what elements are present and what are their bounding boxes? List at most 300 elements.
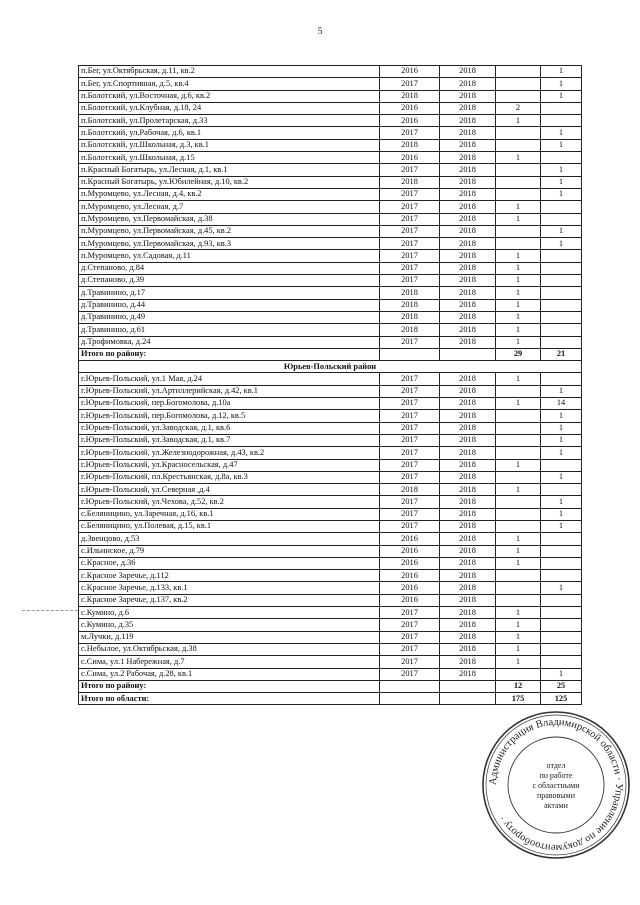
table-row [79, 90, 582, 102]
table-row [79, 188, 582, 200]
address-cell: д.Степаново, д.39 [79, 275, 380, 287]
address-cell: с.Красное Заречье, д.112 [79, 570, 380, 582]
year1-cell: 2017 [380, 336, 440, 348]
year1-cell: 2016 [380, 533, 440, 545]
year2-cell: 2018 [440, 520, 496, 532]
year2-cell: 2018 [440, 78, 496, 90]
count2-cell: 1 [541, 422, 582, 434]
year2-cell: 2018 [440, 201, 496, 213]
year1-cell: 2017 [380, 250, 440, 262]
count2-cell [541, 557, 582, 569]
count2-cell: 1 [541, 410, 582, 422]
table-row [79, 496, 582, 508]
year2-cell: 2018 [440, 533, 496, 545]
year1-cell: 2017 [380, 238, 440, 250]
table-row [79, 471, 582, 483]
year2-cell: 2018 [440, 250, 496, 262]
district-total-row [79, 348, 582, 360]
count1-cell: 1 [496, 213, 541, 225]
address-cell: д.Травинино, д.61 [79, 324, 380, 336]
address-cell: п.Болотский, ул.Школьная, д.3, кв.1 [79, 139, 380, 151]
count1-cell: 1 [496, 484, 541, 496]
count1-cell [496, 594, 541, 606]
count2-cell [541, 275, 582, 287]
total-label: Итого по району: [79, 680, 380, 692]
table-row [79, 373, 582, 385]
year2-cell: 2018 [440, 484, 496, 496]
count2-cell [541, 545, 582, 557]
table-row [79, 459, 582, 471]
table-row [79, 287, 582, 299]
year2-cell: 2018 [440, 127, 496, 139]
address-cell: д.Трофимовка, д.24 [79, 336, 380, 348]
address-cell: п.Красный Богатырь, ул.Лесная, д.1, кв.1 [79, 164, 380, 176]
table-row [79, 619, 582, 631]
count1-cell: 1 [496, 275, 541, 287]
year2-cell: 2018 [440, 447, 496, 459]
count2-cell: 1 [541, 508, 582, 520]
count1-cell [496, 520, 541, 532]
count2-cell: 1 [541, 471, 582, 483]
table-row [79, 520, 582, 532]
year2-cell: 2018 [440, 275, 496, 287]
count1-cell: 1 [496, 115, 541, 127]
table-row [79, 324, 582, 336]
count2-cell [541, 250, 582, 262]
year2-cell: 2018 [440, 287, 496, 299]
table-row [79, 656, 582, 668]
stamp-center-line: с областными [532, 781, 580, 790]
count1-cell: 1 [496, 631, 541, 643]
address-cell: г.Юрьев-Польский, пер.Богомолова, д.10а [79, 398, 380, 410]
scan-artifact-line [22, 610, 78, 611]
address-cell: с.Красное Заречье, д.137, кв.2 [79, 594, 380, 606]
table-row [79, 152, 582, 164]
address-cell: п.Болотский, ул.Клубная, д.18, 24 [79, 102, 380, 114]
table-row [79, 385, 582, 397]
count2-cell: 1 [541, 127, 582, 139]
address-cell: г.Юрьев-Польский, ул.Заводская, д.1, кв.7 [79, 434, 380, 446]
year1-cell: 2016 [380, 152, 440, 164]
count1-cell: 1 [496, 557, 541, 569]
table-row [79, 176, 582, 188]
year2-cell: 2018 [440, 508, 496, 520]
region-total-n2: 125 [541, 693, 582, 705]
year2-cell: 2018 [440, 422, 496, 434]
table-row [79, 66, 582, 78]
count2-cell [541, 643, 582, 655]
year1-cell: 2017 [380, 78, 440, 90]
year2-cell: 2018 [440, 410, 496, 422]
section-header-row [79, 361, 582, 373]
address-cell: м.Лучки, д.119 [79, 631, 380, 643]
year1-cell: 2017 [380, 459, 440, 471]
year1-cell: 2017 [380, 373, 440, 385]
count1-cell: 1 [496, 398, 541, 410]
totals-part1 [79, 348, 582, 373]
count1-cell [496, 139, 541, 151]
count1-cell [496, 570, 541, 582]
total-n2: 25 [541, 680, 582, 692]
count1-cell [496, 496, 541, 508]
year1-cell: 2017 [380, 275, 440, 287]
count2-cell: 1 [541, 90, 582, 102]
address-cell: с.Красное, д.36 [79, 557, 380, 569]
count2-cell [541, 324, 582, 336]
year2-cell: 2018 [440, 324, 496, 336]
year1-cell: 2018 [380, 287, 440, 299]
address-cell: д.Травинино, д.49 [79, 311, 380, 323]
total-label: Итого по району: [79, 348, 380, 360]
year1-cell: 2017 [380, 398, 440, 410]
count2-cell [541, 336, 582, 348]
table-row [79, 225, 582, 237]
year2-cell: 2018 [440, 373, 496, 385]
year2-cell: 2018 [440, 656, 496, 668]
count2-cell: 1 [541, 164, 582, 176]
table-row [79, 127, 582, 139]
count1-cell: 1 [496, 262, 541, 274]
count2-cell [541, 607, 582, 619]
table-row [79, 201, 582, 213]
address-cell: п.Красный Богатырь, ул.Юбилейная, д.10, кв.2 [79, 176, 380, 188]
address-cell: г.Юрьев-Польский, ул.Артиллерийская, д.42, кв.1 [79, 385, 380, 397]
year2-cell: 2018 [440, 90, 496, 102]
year1-cell: 2016 [380, 545, 440, 557]
rows-part2 [79, 373, 582, 680]
table-row [79, 484, 582, 496]
year2-cell: 2018 [440, 102, 496, 114]
year2-cell: 2018 [440, 582, 496, 594]
count2-cell: 1 [541, 238, 582, 250]
year1-cell: 2016 [380, 570, 440, 582]
year1-cell: 2018 [380, 324, 440, 336]
count1-cell: 1 [496, 201, 541, 213]
region-total-row [79, 693, 582, 705]
count1-cell [496, 164, 541, 176]
year1-cell: 2017 [380, 631, 440, 643]
year1-cell: 2017 [380, 188, 440, 200]
count2-cell: 1 [541, 225, 582, 237]
count2-cell: 1 [541, 496, 582, 508]
count1-cell: 1 [496, 607, 541, 619]
stamp-center-line: отдел [546, 761, 566, 770]
address-cell: г.Юрьев-Польский, ул.Северная ,д.4 [79, 484, 380, 496]
year2-cell: 2018 [440, 152, 496, 164]
count1-cell [496, 582, 541, 594]
count2-cell: 1 [541, 188, 582, 200]
address-cell: г.Юрьев-Польский, ул.Железнодорожная, д.43, кв.2 [79, 447, 380, 459]
count2-cell [541, 262, 582, 274]
count1-cell [496, 176, 541, 188]
address-cell: п.Муромцево, ул.Первомайская, д.45, кв.2 [79, 225, 380, 237]
year1-cell: 2016 [380, 66, 440, 78]
table-row [79, 410, 582, 422]
year1-cell: 2017 [380, 447, 440, 459]
year1-cell: 2017 [380, 619, 440, 631]
year1-cell: 2018 [380, 176, 440, 188]
address-cell: п.Муромцево, ул.Первомайская, д.38 [79, 213, 380, 225]
count1-cell [496, 238, 541, 250]
year1-cell: 2018 [380, 90, 440, 102]
address-cell: д.Звенцово, д.53 [79, 533, 380, 545]
official-stamp [478, 707, 634, 863]
count1-cell: 1 [496, 299, 541, 311]
year1-cell: 2018 [380, 139, 440, 151]
address-cell: п.Муромцево, ул.Первомайская, д.93, кв.3 [79, 238, 380, 250]
table-row [79, 545, 582, 557]
year2-cell: 2018 [440, 459, 496, 471]
count2-cell: 1 [541, 582, 582, 594]
table-row [79, 631, 582, 643]
address-cell: с.Кумино, д.6 [79, 607, 380, 619]
count1-cell: 1 [496, 459, 541, 471]
table-row [79, 139, 582, 151]
total-n1: 29 [496, 348, 541, 360]
address-cell: г.Юрьев-Польский, пл.Крестьянская, д.8а, кв.3 [79, 471, 380, 483]
year2-cell: 2018 [440, 398, 496, 410]
year1-cell: 2016 [380, 115, 440, 127]
year1-cell: 2017 [380, 520, 440, 532]
address-cell: г.Юрьев-Польский, ул.Красносельская, д.47 [79, 459, 380, 471]
stamp-center-line: актами [544, 801, 568, 810]
count2-cell [541, 533, 582, 545]
count1-cell: 1 [496, 545, 541, 557]
table-row [79, 508, 582, 520]
table-row [79, 570, 582, 582]
year2-cell: 2018 [440, 545, 496, 557]
count1-cell: 1 [496, 619, 541, 631]
address-cell: с.Беляницино, ул.Заречная, д.16, кв.1 [79, 508, 380, 520]
table-row [79, 250, 582, 262]
address-cell: п.Муромцево, ул.Лесная, д.4, кв.2 [79, 188, 380, 200]
table-row [79, 557, 582, 569]
year1-cell: 2017 [380, 410, 440, 422]
year2-cell: 2018 [440, 631, 496, 643]
count1-cell [496, 188, 541, 200]
address-cell: г.Юрьев-Польский, ул.Заводская, д.1, кв.6 [79, 422, 380, 434]
count1-cell: 1 [496, 533, 541, 545]
address-cell: п.Болотский, ул.Рабочая, д.6, кв.1 [79, 127, 380, 139]
count2-cell: 1 [541, 385, 582, 397]
count1-cell [496, 78, 541, 90]
table-row [79, 102, 582, 114]
count1-cell [496, 127, 541, 139]
table-row [79, 607, 582, 619]
year1-cell: 2017 [380, 201, 440, 213]
count2-cell [541, 619, 582, 631]
count2-cell [541, 287, 582, 299]
count1-cell: 1 [496, 324, 541, 336]
table-row [79, 262, 582, 274]
count2-cell [541, 656, 582, 668]
table-row [79, 594, 582, 606]
count1-cell [496, 668, 541, 680]
totals-part2 [79, 680, 582, 705]
count1-cell: 1 [496, 656, 541, 668]
year1-cell: 2017 [380, 422, 440, 434]
year1-cell: 2017 [380, 385, 440, 397]
table-row [79, 299, 582, 311]
count2-cell [541, 311, 582, 323]
address-cell: п.Бег, ул.Октябрьская, д.11, кв.2 [79, 66, 380, 78]
table-row [79, 582, 582, 594]
table-row [79, 336, 582, 348]
address-cell: д.Травинино, д.44 [79, 299, 380, 311]
count2-cell: 1 [541, 668, 582, 680]
year2-cell: 2018 [440, 434, 496, 446]
year2-cell: 2018 [440, 262, 496, 274]
year1-cell: 2017 [380, 471, 440, 483]
year1-cell: 2018 [380, 299, 440, 311]
year1-cell: 2016 [380, 594, 440, 606]
table-row [79, 311, 582, 323]
year2-cell: 2018 [440, 299, 496, 311]
address-cell: д.Травинино, д.17 [79, 287, 380, 299]
year1-cell: 2017 [380, 656, 440, 668]
year1-cell: 2017 [380, 643, 440, 655]
year1-cell: 2016 [380, 102, 440, 114]
table-row [79, 434, 582, 446]
year2-cell: 2018 [440, 668, 496, 680]
address-cell: п.Болотский, ул.Восточная, д.6, кв.2 [79, 90, 380, 102]
rows-part1 [79, 66, 582, 349]
table-row [79, 78, 582, 90]
stamp-center-line: правовыми [536, 791, 576, 800]
year1-cell: 2016 [380, 582, 440, 594]
table-row [79, 213, 582, 225]
year2-cell: 2018 [440, 336, 496, 348]
year1-cell: 2017 [380, 496, 440, 508]
count2-cell [541, 594, 582, 606]
year1-cell: 2017 [380, 213, 440, 225]
address-cell: с.Кумино, д.35 [79, 619, 380, 631]
stamp-center-line: по работе [539, 771, 573, 780]
address-cell: г.Юрьев-Польский, ул.Чехова, д.52, кв.2 [79, 496, 380, 508]
address-cell: п.Муромцево, ул.Лесная, д.7 [79, 201, 380, 213]
address-cell: д.Степаново, д.84 [79, 262, 380, 274]
year1-cell: 2016 [380, 557, 440, 569]
year1-cell: 2017 [380, 262, 440, 274]
address-cell: с.Сима, ул.1 Набережная, д.7 [79, 656, 380, 668]
year2-cell: 2018 [440, 607, 496, 619]
year2-cell: 2018 [440, 225, 496, 237]
count2-cell [541, 102, 582, 114]
year2-cell: 2018 [440, 496, 496, 508]
table-row [79, 533, 582, 545]
address-cell: с.Сима, ул.2 Рабочая, д.28, кв.1 [79, 668, 380, 680]
total-n2: 21 [541, 348, 582, 360]
year2-cell: 2018 [440, 164, 496, 176]
count1-cell: 1 [496, 311, 541, 323]
year2-cell: 2018 [440, 385, 496, 397]
count2-cell: 1 [541, 66, 582, 78]
count1-cell: 1 [496, 373, 541, 385]
address-cell: п.Болотский, ул.Школьная, д.15 [79, 152, 380, 164]
count1-cell: 2 [496, 102, 541, 114]
address-cell: п.Муромцево, ул.Садовая, д.11 [79, 250, 380, 262]
count2-cell [541, 201, 582, 213]
count2-cell: 1 [541, 520, 582, 532]
count2-cell [541, 631, 582, 643]
year1-cell: 2017 [380, 127, 440, 139]
table-row [79, 643, 582, 655]
table-row [79, 164, 582, 176]
address-cell: п.Болотский, ул.Пролетарская, д.33 [79, 115, 380, 127]
count2-cell [541, 459, 582, 471]
year2-cell: 2018 [440, 66, 496, 78]
year2-cell: 2018 [440, 471, 496, 483]
count2-cell: 1 [541, 139, 582, 151]
year2-cell: 2018 [440, 238, 496, 250]
count1-cell: 1 [496, 287, 541, 299]
count1-cell [496, 90, 541, 102]
year1-cell: 2017 [380, 164, 440, 176]
count1-cell [496, 422, 541, 434]
year2-cell: 2018 [440, 213, 496, 225]
count1-cell [496, 385, 541, 397]
count1-cell [496, 447, 541, 459]
count2-cell [541, 570, 582, 582]
count1-cell [496, 471, 541, 483]
count1-cell: 1 [496, 250, 541, 262]
count1-cell [496, 434, 541, 446]
table-row [79, 275, 582, 287]
count2-cell: 1 [541, 434, 582, 446]
total-n1: 12 [496, 680, 541, 692]
year2-cell: 2018 [440, 311, 496, 323]
page-number: 5 [317, 26, 323, 36]
count1-cell: 1 [496, 336, 541, 348]
year2-cell: 2018 [440, 643, 496, 655]
district-total-row [79, 680, 582, 692]
year2-cell: 2018 [440, 557, 496, 569]
count2-cell: 1 [541, 176, 582, 188]
count2-cell [541, 373, 582, 385]
year1-cell: 2017 [380, 508, 440, 520]
count2-cell: 1 [541, 78, 582, 90]
year2-cell: 2018 [440, 139, 496, 151]
count2-cell [541, 213, 582, 225]
count1-cell [496, 225, 541, 237]
count2-cell [541, 115, 582, 127]
count1-cell: 1 [496, 643, 541, 655]
address-cell: п.Бег, ул.Спортивная, д.5, кв.4 [79, 78, 380, 90]
address-cell: г.Юрьев-Польский, пер.Богомолова, д.12, кв.5 [79, 410, 380, 422]
year1-cell: 2017 [380, 225, 440, 237]
year2-cell: 2018 [440, 176, 496, 188]
count1-cell [496, 410, 541, 422]
year1-cell: 2017 [380, 607, 440, 619]
year2-cell: 2018 [440, 570, 496, 582]
count2-cell: 14 [541, 398, 582, 410]
year1-cell: 2017 [380, 668, 440, 680]
stamp-ring-text: Администрация Владимирской области · Управление по документообороту · [487, 716, 625, 854]
table-row [79, 422, 582, 434]
region-total-label: Итого по области: [79, 693, 380, 705]
table-row [79, 447, 582, 459]
count2-cell [541, 484, 582, 496]
address-cell: г.Юрьев-Польский, ул.1 Мая, д.24 [79, 373, 380, 385]
address-cell: с.Беляницино, ул.Полевая, д.15, кв.1 [79, 520, 380, 532]
count2-cell [541, 152, 582, 164]
year2-cell: 2018 [440, 188, 496, 200]
housing-table [78, 65, 582, 705]
year2-cell: 2018 [440, 619, 496, 631]
table-row [79, 238, 582, 250]
address-cell: с.Небылое, ул.Октябрьская, д.38 [79, 643, 380, 655]
year1-cell: 2017 [380, 434, 440, 446]
